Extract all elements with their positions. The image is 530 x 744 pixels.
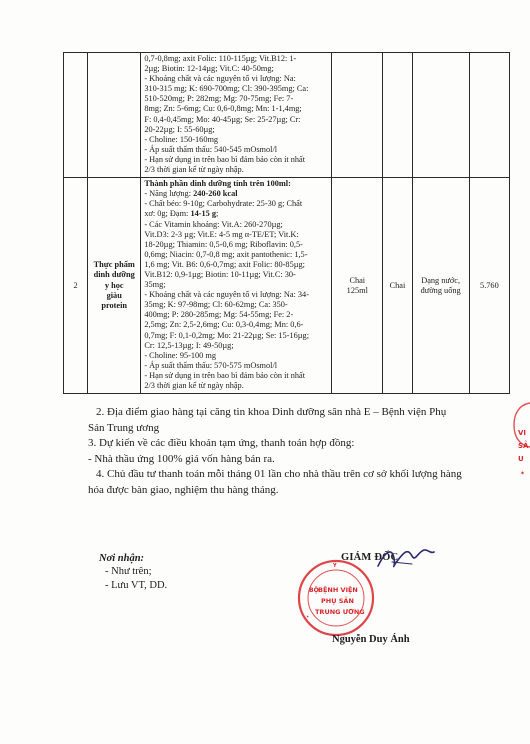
signer-name: Nguyễn Duy Ánh — [332, 634, 410, 645]
recipient-item: - Như trên; — [105, 566, 152, 578]
seal-bottom-text: TRUNG ƯƠNG — [315, 608, 365, 616]
signer-title: GIÁM ĐỐC — [341, 552, 399, 563]
row1-spec-cell: 0,7-0,8mg; axit Folic: 110-115µg; Vit.B12: 1- 2µg; Biotin: 12-14µg; Vit.C: 40-50mg; - Khoáng chất và các nguyên tố vi lượng: Na: 310-315 mg; K: 690-700mg; Cl: 390-395mg; Ca: 510-520mg; P: 282mg; Mg: 70-75mg; Fe: 7- 8mg; Zn: 5-6mg; Cu: 0,6-0,8mg; Mn: 1-1,4mg; F: 0,4-0,45mg; Mo: 40-45µg; Se: 25-27µg; Cr: 20-22µg; I: 55-60µg; - Choline: 150-160mg - Áp suất thẩm thấu: 540-545 mOsmol/l - Hạn sử dụng in trên bao bì đảm bảo còn ít nhất 2/3 thời gian kể từ ngày nhập. — [141, 53, 332, 178]
unit-cell: Chai — [383, 178, 412, 394]
seal-top-text: BỆNH VIỆN — [318, 586, 358, 594]
note-line: 4. Chủ đầu tư thanh toán mỗi tháng 01 lần cho nhà thầu trên cơ sở khối lượng hàng — [96, 468, 462, 481]
protein-value: 14-15 g — [190, 209, 217, 219]
terms-notes — [88, 405, 516, 499]
svg-text:VI: VI — [518, 429, 527, 437]
recipients-label: Nơi nhận: — [99, 553, 145, 564]
note-line: 2. Địa điểm giao hàng tại căng tin khoa Dinh dưỡng sân nhà E – Bệnh viện Phụ — [96, 406, 447, 418]
svg-text:Y: Y — [333, 563, 337, 569]
energy-value: 240-260 kcal — [193, 189, 238, 199]
svg-text:U: U — [518, 455, 524, 463]
margin-stamp-fragment — [506, 395, 530, 495]
recipients-block — [99, 552, 167, 592]
svg-text:✶: ✶ — [306, 614, 310, 619]
seal-middle-text: PHỤ SẢN — [321, 597, 354, 605]
dosage-form-cell: Dạng nước, đường uống — [412, 178, 469, 394]
spec-heading: Thành phần dinh dưỡng tính trên 100ml: — [144, 179, 291, 189]
note-line: - Nhà thầu ứng 100% giá vốn hàng bán ra. — [88, 452, 275, 465]
svg-text:SẢ: SẢ — [518, 442, 529, 450]
row-number: 2 — [64, 178, 88, 394]
row2-spec-cell: Thành phần dinh dưỡng tính trên 100ml: - Năng lượng: 240-260 kcal - Chất béo: 9-10g; Carbohydrate: 25-30 g; Chất xơ: 0g; Đạm: 14-15 g; - Các Vitamin khoáng: Vit.A: 260-270µg; Vit.D3: 2-3 µg; Vit.E: 4-5 mg α-TE/ET; Vit.K: 18-20µg; Thiamin: 0,5-0,6 mg; Riboflavin: 0,5- 0,6mg; Niacin: 0,7-0,8 mg; axit pantothenic: 1,5- 1,6 mg; Vit. B6: 0,6-0,7mg; axit Folic: 80-85µg; Vit.B12: 0,9-1µg; Biotin: 10-11µg; Vit.C: 30- 35mg; - Khoáng chất và các nguyên tố vi lượng: Na: 34- 35mg; K: 97-98mg; Cl: 60-62mg; Ca: 350- 400mg; P: 280-285mg; Mg: 54-55mg; Fe: 2- 2,5mg; Zn: 2,5-2,6mg; Cu: 0,3-0,4mg; Mn: 0,6- 0,7mg; F: 0,1-0,2mg; Mo: 21-22µg; Se: 15-16µg; Cr: 12,5-13µg; I: 49-50µg; - Choline: 95-100 mg - Áp suất thẩm thấu: 570-575 mOsmol/l - Hạn sử dụng in trên bao bì đảm bảo còn ít nhất 2/3 thời gian kể từ ngày nhập. — [141, 178, 332, 394]
recipient-item: - Lưu VT, DD. — [105, 579, 168, 591]
packaging-cell: Chai 125ml — [332, 178, 383, 394]
table-row — [64, 53, 510, 178]
svg-text:✶: ✶ — [520, 470, 526, 477]
specification-table — [63, 52, 510, 394]
product-name-cell: Thực phẩm dinh dưỡng y học giàu protein — [88, 178, 141, 394]
handwritten-signature — [372, 538, 442, 578]
note-line: hóa được bàn giao, nghiệm thu hàng tháng. — [88, 483, 279, 496]
svg-text:BỘ: BỘ — [309, 587, 319, 594]
note-line: 3. Dự kiến về các điều khoản tạm ứng, thanh toán hợp đồng: — [88, 437, 355, 450]
table-row — [64, 178, 510, 394]
quantity-cell: 5.760 — [469, 178, 509, 394]
hospital-seal-stamp — [296, 558, 376, 638]
note-line: Sản Trung ương — [88, 421, 160, 434]
